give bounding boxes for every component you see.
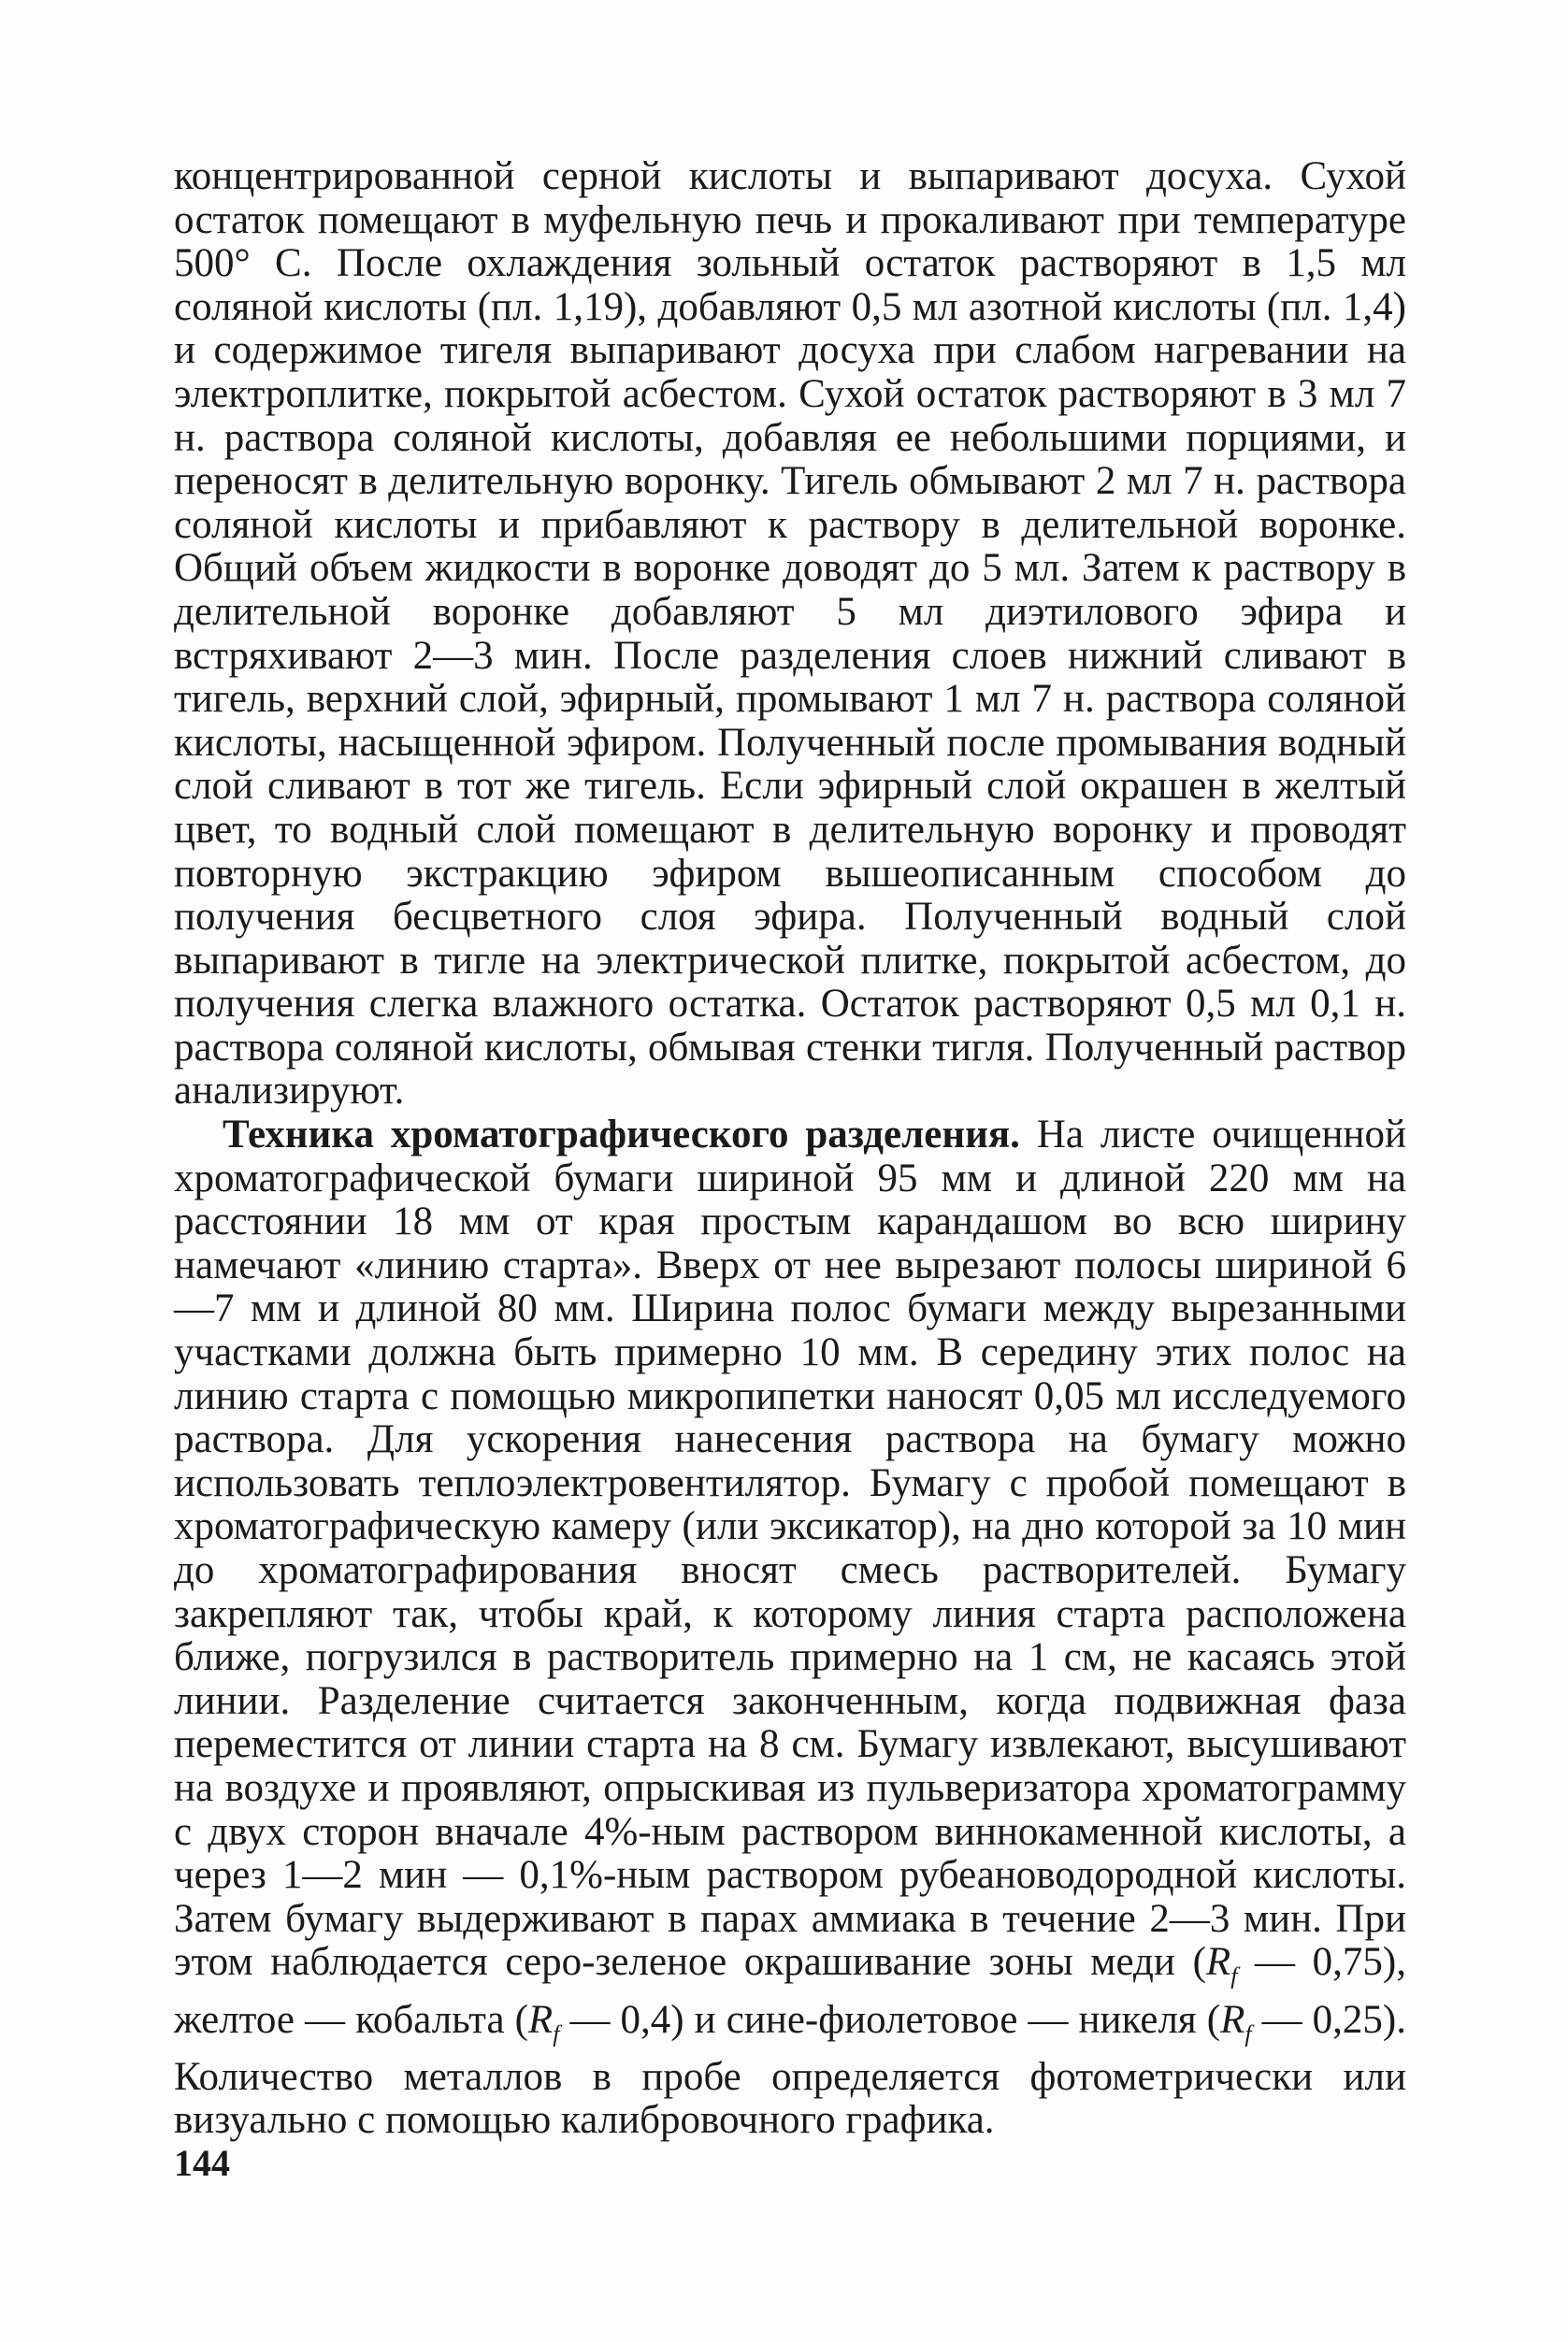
rf-copper-symbol: $R_f$: [1205, 1940, 1238, 1990]
rf-cobalt-symbol: $R_f$: [527, 1997, 560, 2047]
paragraph-2-text-part1: На листе очищенной хроматографической бумаги шириной 95 мм и длиной 220 мм на расстоянии 18 мм от края простым карандашом во всю ширину намечают «линию старта». Вверх от нее вырезают полосы шириной 6—7 мм и длиной 80 мм. Ширина полос бумаги между вырезанными участками должна быть примерно 10 мм. В середину этих полос на линию старта с помощью микропипетки наносят 0,05 мл исследуемого раствора. Для ускорения нанесения раствора на бумагу можно использовать теплоэлектровентилятор. Бумагу с пробой помещают в хроматографическую камеру (или эксикатор), на дно которой за 10 мин до хроматографирования вносят смесь растворителей. Бумагу закрепляют так, чтобы край, к которому линия старта расположена ближе, погрузился в растворитель примерно на 1 см, не касаясь этой линии. Разделение считается законченным, когда подвижная фаза переместится от линии старта на 8 см. Бумагу извлекают, высушивают на воздухе и проявляют, опрыскивая из пульверизатора хроматограмму с двух сторон вначале 4%-ным раствором виннокаменной кислоты, а через 1—2 мин — 0,1%-ным раствором рубеановодородной кислоты. Затем бумагу выдерживают в парах аммиака в течение 2—3 мин. При этом наблюдается серо-зеленое окрашивание зоны меди (: [174, 1113, 1406, 1985]
section-heading: Техника хроматографического разделения.: [223, 1113, 1020, 1157]
paragraph-2: [174, 1114, 1406, 2143]
rf-nickel-symbol: $R_f$: [1220, 1997, 1252, 2047]
paragraph-1: концентрированной серной кислоты и выпаривают досуха. Сухой остаток помещают в муфельную печь и прокаливают при температуре 500° С. После охлаждения зольный остаток растворяют в 1,5 мл соляной кислоты (пл. 1,19), добавляют 0,5 мл азотной кислоты (пл. 1,4) и содержимое тигеля выпаривают досуха при слабом нагревании на электроплитке, покрытой асбестом. Сухой остаток растворяют в 3 мл 7 н. раствора соляной кислоты, добавляя ее небольшими порциями, и переносят в делительную воронку. Тигель обмывают 2 мл 7 н. раствора соляной кислоты и прибавляют к раствору в делительной воронке. Общий объем жидкости в воронке доводят до 5 мл. Затем к раствору в делительной воронке добавляют 5 мл диэтилового эфира и встряхивают 2—3 мин. После разделения слоев нижний сливают в тигель, верхний слой, эфирный, промывают 1 мл 7 н. раствора соляной кислоты, насыщенной эфиром. Полученный после промывания водный слой сливают в тот же тигель. Если эфирный слой окрашен в желтый цвет, то водный слой помещают в делительную воронку и проводят повторную экстракцию эфиром вышеописанным способом до получения бесцветного слоя эфира. Полученный водный слой выпаривают в тигле на электрической плитке, покрытой асбестом, до получения слегка влажного остатка. Остаток растворяют 0,5 мл 0,1 н. раствора соляной кислоты, обмывая стенки тигля. Полученный раствор анализируют.: [174, 154, 1406, 1114]
page-number: 144: [174, 2142, 230, 2184]
paragraph-2-text-part4: — 0,25). Количество металлов в пробе определяется фотометрически или визуально с помощью калибровочного графика.: [174, 1997, 1406, 2143]
body-text: [174, 155, 1406, 2143]
paragraph-2-text-part2: — 0,75), желтое — кобальта (: [174, 1940, 1406, 2042]
paragraph-2-text-part3: — 0,4) и сине-фиолетовое — никеля (: [559, 1997, 1221, 2042]
